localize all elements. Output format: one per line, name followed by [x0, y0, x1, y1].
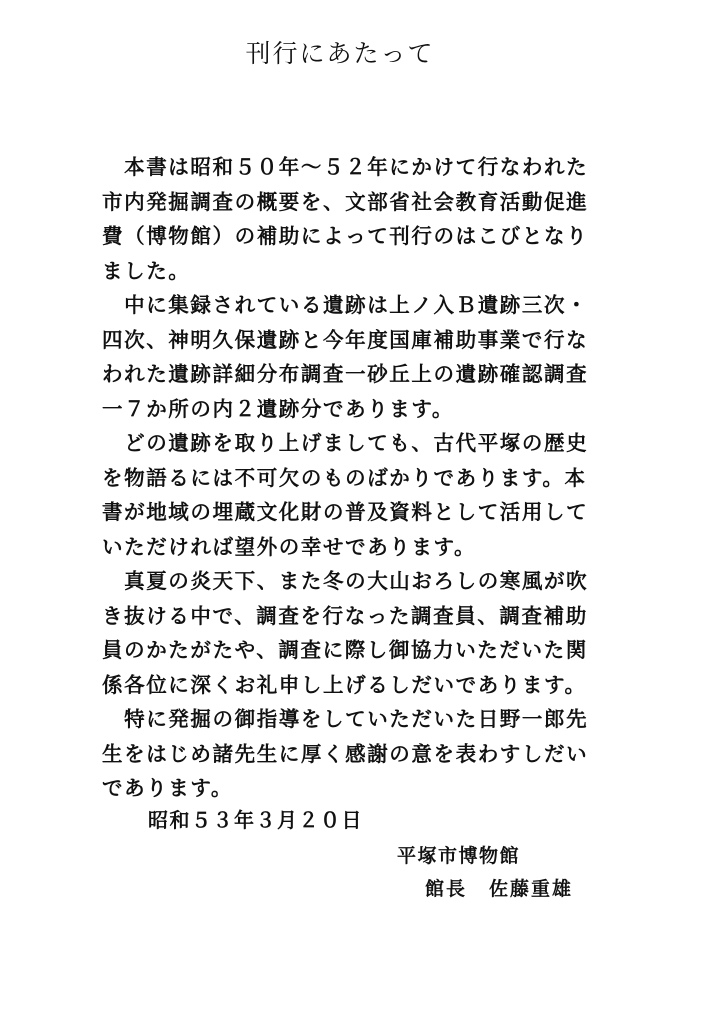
text-line: ました。 [102, 258, 191, 283]
text-line: 真夏の炎天下、また冬の大山おろしの寒風が吹 [102, 569, 589, 593]
body-text [102, 150, 602, 806]
signer-name: 佐藤重雄 [489, 878, 574, 900]
text-line: を物語るには不可欠のものばかりであります。本 [102, 465, 587, 490]
text-line: 本書は昭和５０年～５２年にかけて行なわれた [102, 155, 589, 179]
publication-date: 昭和５３年３月２０日 [148, 808, 363, 832]
text-line: 四次、神明久保遺跡と今年度国庫補助事業で行な [102, 327, 589, 352]
text-line: であります。 [102, 776, 233, 800]
text-line: 特に発掘の御指導をしていただいた日野一郎先 [102, 707, 589, 731]
page-title: 刊行にあたって [245, 39, 435, 68]
text-line: われた遺跡詳細分布調査一砂丘上の遺跡確認調査 [102, 362, 589, 386]
signature-block [425, 874, 573, 901]
signer-role: 館長 [425, 878, 468, 900]
text-line: き抜ける中で、調査を行なった調査員、調査補助 [102, 603, 588, 628]
text-line: 係各位に深くお礼申し上げるしだいであります。 [102, 672, 587, 697]
text-line: 市内発掘調査の概要を、文部省社会教育活動促進 [102, 189, 589, 214]
text-line: 中に集録されている遺跡は上ノ入Ｂ遺跡三次・ [102, 293, 589, 317]
text-line: 生をはじめ諸先生に厚く感謝の意を表わすしだい [102, 741, 589, 766]
organization-name: 平塚市博物館 [397, 845, 521, 867]
text-line: 一７か所の内２遺跡分であります。 [102, 396, 454, 421]
text-line: 書が地域の埋蔵文化財の普及資料として活用して [102, 500, 589, 524]
text-line: 費（博物館）の補助によって刊行のはこびとなり [102, 224, 589, 248]
text-line: どの遺跡を取り上げましても、古代平塚の歴史 [102, 431, 589, 455]
text-line: いただければ望外の幸せであります。 [102, 534, 477, 559]
text-line: 員のかたがたや、調査に際し御協力いただいた関 [102, 638, 588, 662]
